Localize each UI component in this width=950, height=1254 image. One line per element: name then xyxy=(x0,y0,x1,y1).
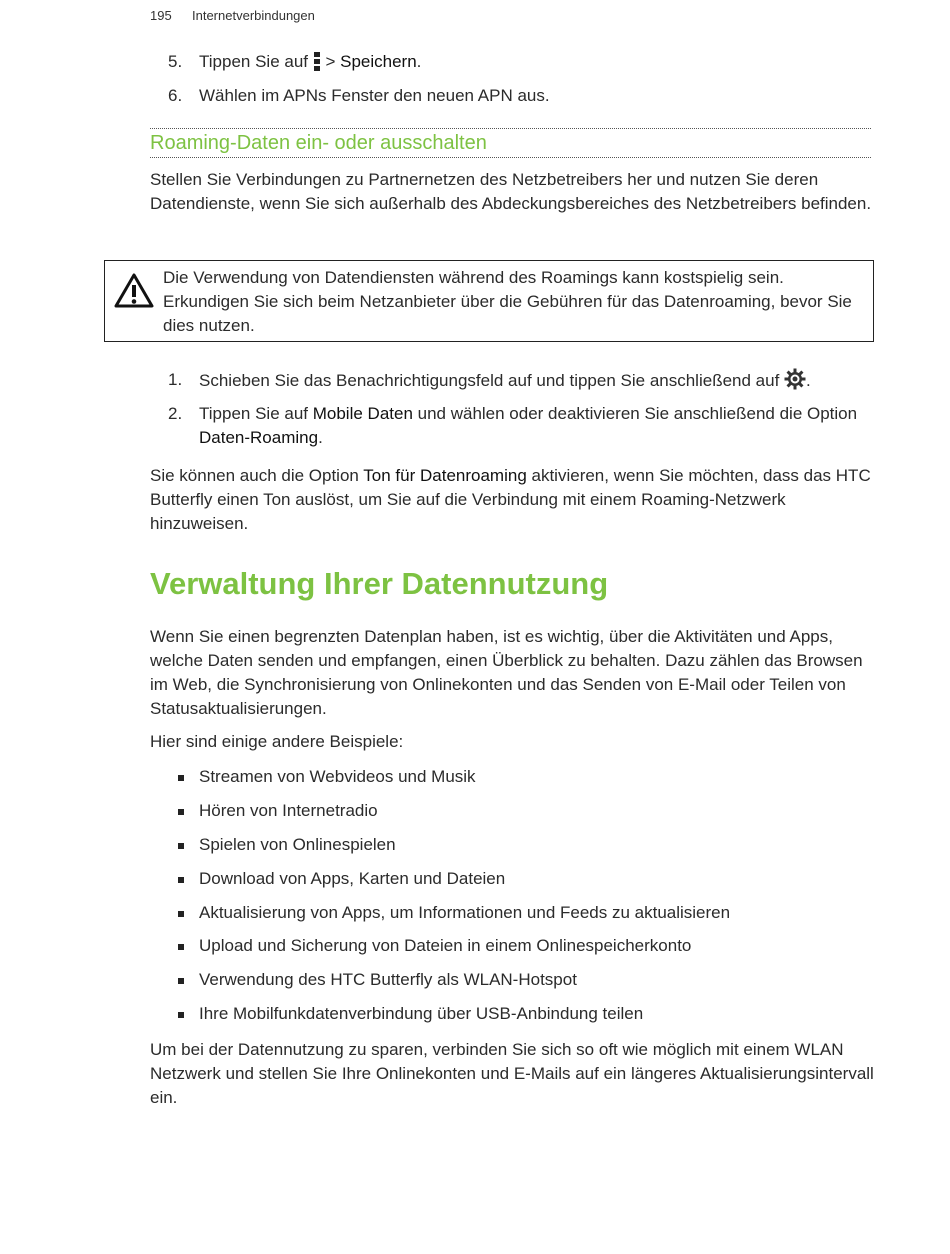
section-rule-top xyxy=(150,128,871,129)
bullet-marker xyxy=(178,944,184,950)
examples-label: Hier sind einige andere Beispiele: xyxy=(150,732,404,751)
list-item: Download von Apps, Karten und Dateien xyxy=(150,867,870,891)
list-item: Verwendung des HTC Butterfly als WLAN-Hotspot xyxy=(150,968,870,992)
section-title-roaming: Roaming-Daten ein- oder ausschalten xyxy=(150,132,487,154)
step-number: 5. xyxy=(168,52,183,71)
settings-gear-icon xyxy=(784,368,806,397)
usage-intro: Wenn Sie einen begrenzten Datenplan haben, ist es wichtig, über die Aktivitäten und Apps, welche Daten senden und empfangen, einen Überblick zu behalten. Dazu zählen das Browsen im Web, die Synchronisierung von Onlinekonten und das Senden von E-Mail oder Teilen von Statusaktualisierungen. xyxy=(150,627,863,718)
bullet-marker xyxy=(178,911,184,917)
warning-box xyxy=(104,260,874,342)
speichern-label: Speichern xyxy=(340,52,417,71)
page-number: 195 xyxy=(150,8,172,23)
step-number: 1. xyxy=(168,370,183,389)
bullet-marker xyxy=(178,1012,184,1018)
bullet-marker xyxy=(178,843,184,849)
roaming-intro: Stellen Sie Verbindungen zu Partnernetzen des Netzbetreibers her und nutzen Sie deren Datendienste, wenn Sie sich außerhalb des Abdeckungsbereiches des Netzbetreibers befinden. xyxy=(150,170,872,213)
list-item: Streamen von Webvideos und Musik xyxy=(150,765,870,789)
daten-roaming-label: Daten-Roaming xyxy=(199,428,319,447)
page-header xyxy=(150,8,315,23)
step-5: 5. Tippen Sie auf > Speichern. xyxy=(150,50,870,78)
heading-datennutzung: Verwaltung Ihrer Datennutzung xyxy=(150,566,609,601)
roaming-step-2: 2. Tippen Sie auf Mobile Daten und wählen oder deaktivieren Sie anschließend die Option Daten-Roaming. xyxy=(168,404,858,447)
step-6 xyxy=(150,84,870,108)
list-item: Spielen von Onlinespielen xyxy=(150,833,870,857)
bullet-marker xyxy=(178,775,184,781)
list-item: Ihre Mobilfunkdatenverbindung über USB-Anbindung teilen xyxy=(150,1002,870,1026)
roaming-step-1: 1. Schieben Sie das Benachrichtigungsfeld auf und tippen Sie anschließend auf . xyxy=(150,368,870,397)
warning-icon xyxy=(113,272,155,310)
step-text: Wählen im APNs Fenster den neuen APN aus. xyxy=(199,86,550,105)
list-item: Aktualisierung von Apps, um Informationen und Feeds zu aktualisieren xyxy=(150,901,870,925)
warning-text: Die Verwendung von Datendiensten während des Roamings kann kostspielig sein. Erkundigen Sie sich beim Netzanbieter über die Gebühren für das Datenroaming, bevor Sie dies nutzen. xyxy=(163,268,852,335)
usage-outro: Um bei der Datennutzung zu sparen, verbinden Sie sich so oft wie möglich mit einem WLAN Netzwerk und stellen Sie Ihre Onlinekonten und E-Mails auf ein längeres Aktualisierungsintervall ein. xyxy=(150,1040,874,1107)
section-rule-bottom xyxy=(150,157,871,158)
roaming-note: Sie können auch die Option Ton für Datenroaming aktivieren, wenn Sie möchten, dass das HTC Butterfly einen Ton auslöst, um Sie auf die Verbindung mit einem Roaming-Netzwerk hinzuweisen. xyxy=(150,466,871,533)
chapter-title: Internetverbindungen xyxy=(192,8,315,23)
list-item: Upload und Sicherung von Dateien in einem Onlinespeicherkonto xyxy=(150,934,870,958)
list-item: Hören von Internetradio xyxy=(150,799,870,823)
step-number: 6. xyxy=(168,86,183,105)
bullet-marker xyxy=(178,978,184,984)
bullet-marker xyxy=(178,809,184,815)
ton-fuer-datenroaming-label: Ton für Datenroaming xyxy=(363,466,527,485)
bullet-marker xyxy=(178,877,184,883)
menu-dots-icon xyxy=(313,51,321,78)
mobile-daten-label: Mobile Daten xyxy=(312,404,413,423)
step-number: 2. xyxy=(168,404,183,423)
